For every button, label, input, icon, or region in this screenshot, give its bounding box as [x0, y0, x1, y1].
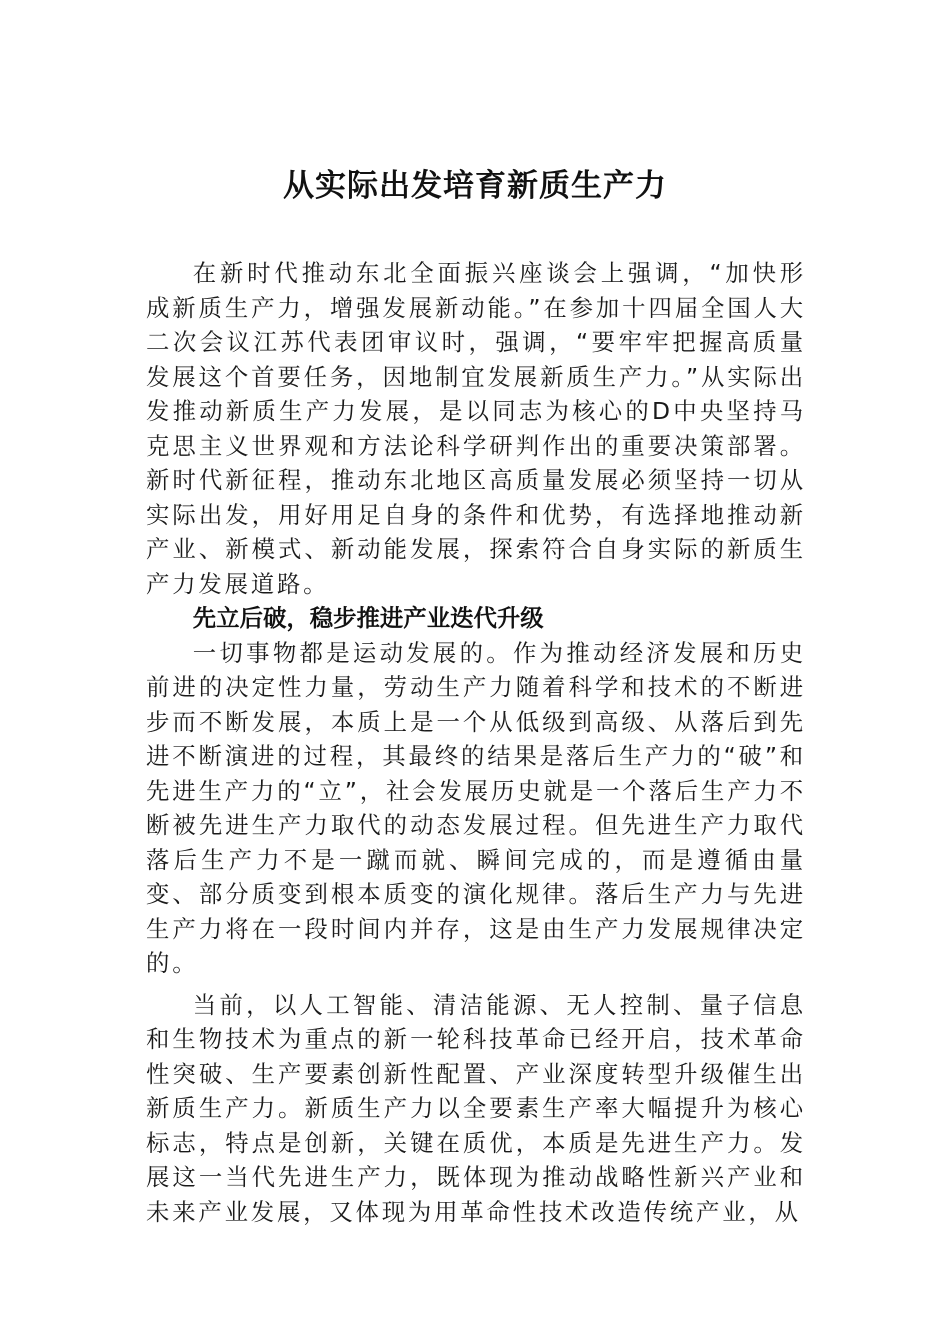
document-body — [146, 256, 806, 1229]
section-heading: 先立后破，稳步推进产业迭代升级 — [192, 604, 544, 632]
paragraph-productivity-development: 一切事物都是运动发展的。作为推动经济发展和历史前进的决定性力量，劳动生产力随着科学和技术的不断进步而不断发展，本质上是一个从低级到高级、从落后到先进不断演进的过程，其最终的结果是落后生产力的“破”和先进生产力的“立”，社会发展历史就是一个落后生产力不断被先进生产力取代的动态发展过程。但先进生产力取代落后生产力不是一蹴而就、瞬间完成的，而是遵循由量变、部分质变到根本质变的演化规律。落后生产力与先进生产力将在一段时间内并存，这是由生产力发展规律决定的。 — [146, 638, 806, 977]
paragraph-new-technology: 当前，以人工智能、清洁能源、无人控制、量子信息和生物技术为重点的新一轮科技革命已经开启，技术革命性突破、生产要素创新性配置、产业深度转型升级催生出新质生产力。新质生产力以全要素生产率大幅提升为核心标志，特点是创新，关键在质优，本质是先进生产力。发展这一当代先进生产力，既体现为推动战略性新兴产业和未来产业发展，又体现为用革命性技术改造传统产业，从 — [146, 990, 806, 1226]
paragraph-intro: 在新时代推动东北全面振兴座谈会上强调，“加快形成新质生产力，增强发展新动能。”在参加十四届全国人大二次会议江苏代表团审议时，强调，“要牢牢把握高质量发展这个首要任务，因地制宜发展新质生产力。”从实际出发推动新质生产力发展，是以同志为核心的D中央坚持马克思主义世界观和方法论科学研判作出的重要决策部署。新时代新征程，推动东北地区高质量发展必须坚持一切从实际出发，用好用足自身的条件和优势，有选择地推动新产业、新模式、新动能发展，探索符合自身实际的新质生产力发展道路。 — [146, 259, 806, 598]
document-title: 从实际出发培育新质生产力 — [283, 168, 667, 204]
